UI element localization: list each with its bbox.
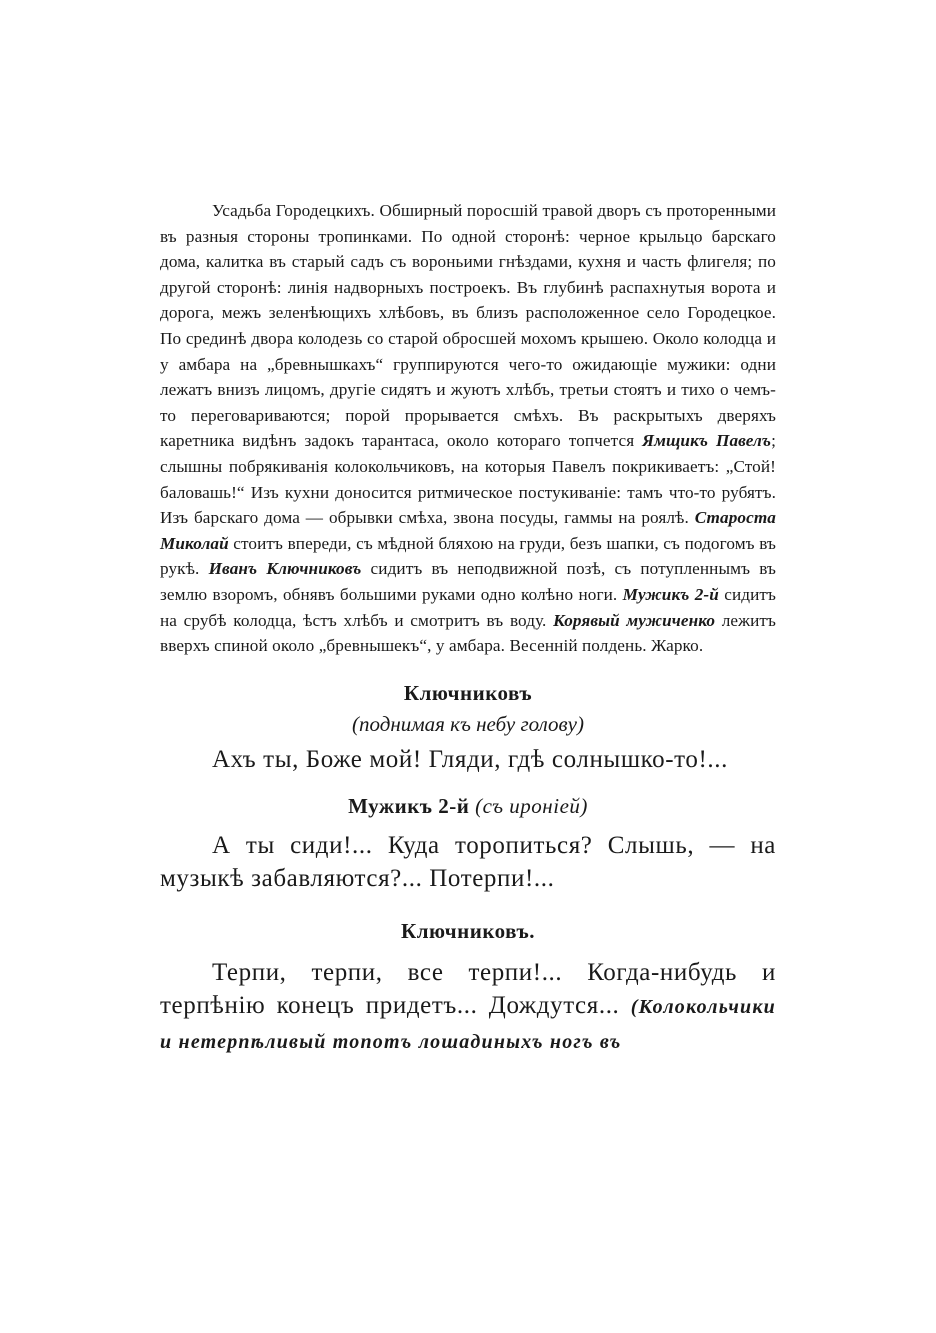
stage-direction-text-4: сидитъ въ неподвижной позѣ, съ потупленнымъ въ землю взоромъ, обнявъ большими руками одно колѣно ноги. [160,559,776,604]
speaker-name: Ключниковъ [403,680,533,705]
stage-direction-paragraph [160,198,776,659]
character-name-starosta: Староста Миколай [160,508,776,553]
character-name-ivan: Иванъ Ключниковъ [208,559,362,579]
stage-direction-text-3: стоитъ впереди, съ мѣдной бляхою на груди, безъ шапки, съ подогомъ въ рукѣ. [160,533,776,579]
stage-direction-text-1: Усадьба Городецкихъ. Обширный поросшій травой дворъ съ проторенными въ разныя стороны тропинками. По одной сторонѣ: черное крыльцо барскаго дома, калитка въ старый садъ съ вороньими гнѣздами, кухня и часть флигеля; по другой сторонѣ: линія надворныхъ построекъ. Въ глубинѣ распахнутыя ворота и дорога, межъ зеленѣющихъ хлѣбовъ, въ близъ расположенное село Городецкое. По срединѣ двора колодезь со старой обросшей мохомъ крышею. Около колодца и у амбара на „бревнышкахъ“ группируются чего-то ожидающіе мужики: одни лежатъ внизъ лицомъ, другіе сидятъ и жуютъ хлѣбъ, третьи стоятъ и тихо о чемъ-то переговариваются; порой прорывается смѣхъ. Въ раскрытыхъ дверяхъ каретника видѣнъ задокъ тарантаса, около котораго топчется [160,201,776,451]
text-column [160,198,776,1059]
dialogue-text: Терпи, терпи, все терпи!... Когда-нибудь и терпѣнію конецъ придетъ... Дождутся... [160,958,776,1019]
character-name-muzhik2: Мужикъ 2-й [622,584,719,604]
character-name-koryavyi: Корявый мужиченко [553,610,716,630]
stage-remark: (поднимая къ небу голову) [352,711,584,736]
speaker-name: Ключниковъ. [401,918,535,943]
dialogue-line: Ахъ ты, Боже мой! Гляди, гдѣ солнышко-то!... [212,745,728,773]
speaker-name: Мужикъ 2-й [348,793,470,818]
dialogue-line: А ты сиди!... Куда торопиться? Слышь, — на музыкѣ забавляются?... Потерпи!... [160,831,776,892]
stage-direction-text-2: ; слышны побрякиванія колокольчиковъ, на которыя Павелъ покрикиваетъ: „Стой! баловашь!“ Изъ кухни доносится ритмическое постукиваніе: тамъ что-то рубятъ. Изъ барскаго дома — обрывки смѣха, звона посуды, гаммы на роялѣ. [160,431,776,528]
stage-remark: (Колокольчики и нетерпѣливый топотъ лошадиныхъ ногъ въ [160,995,776,1053]
character-name-yamshchik: Ямщикъ Павелъ [642,431,772,451]
stage-direction-text-6: лежитъ вверхъ спиной около „бревнышекъ“, у амбара. Весенній полдень. Жарко. [160,610,777,656]
stage-direction-text-5: сидитъ на срубѣ колодца, ѣстъ хлѣбъ и смотритъ въ воду. [160,584,776,630]
dialogue-line [160,956,776,1059]
stage-remark: (съ ироніей) [475,793,588,818]
speaker-line [160,794,776,819]
